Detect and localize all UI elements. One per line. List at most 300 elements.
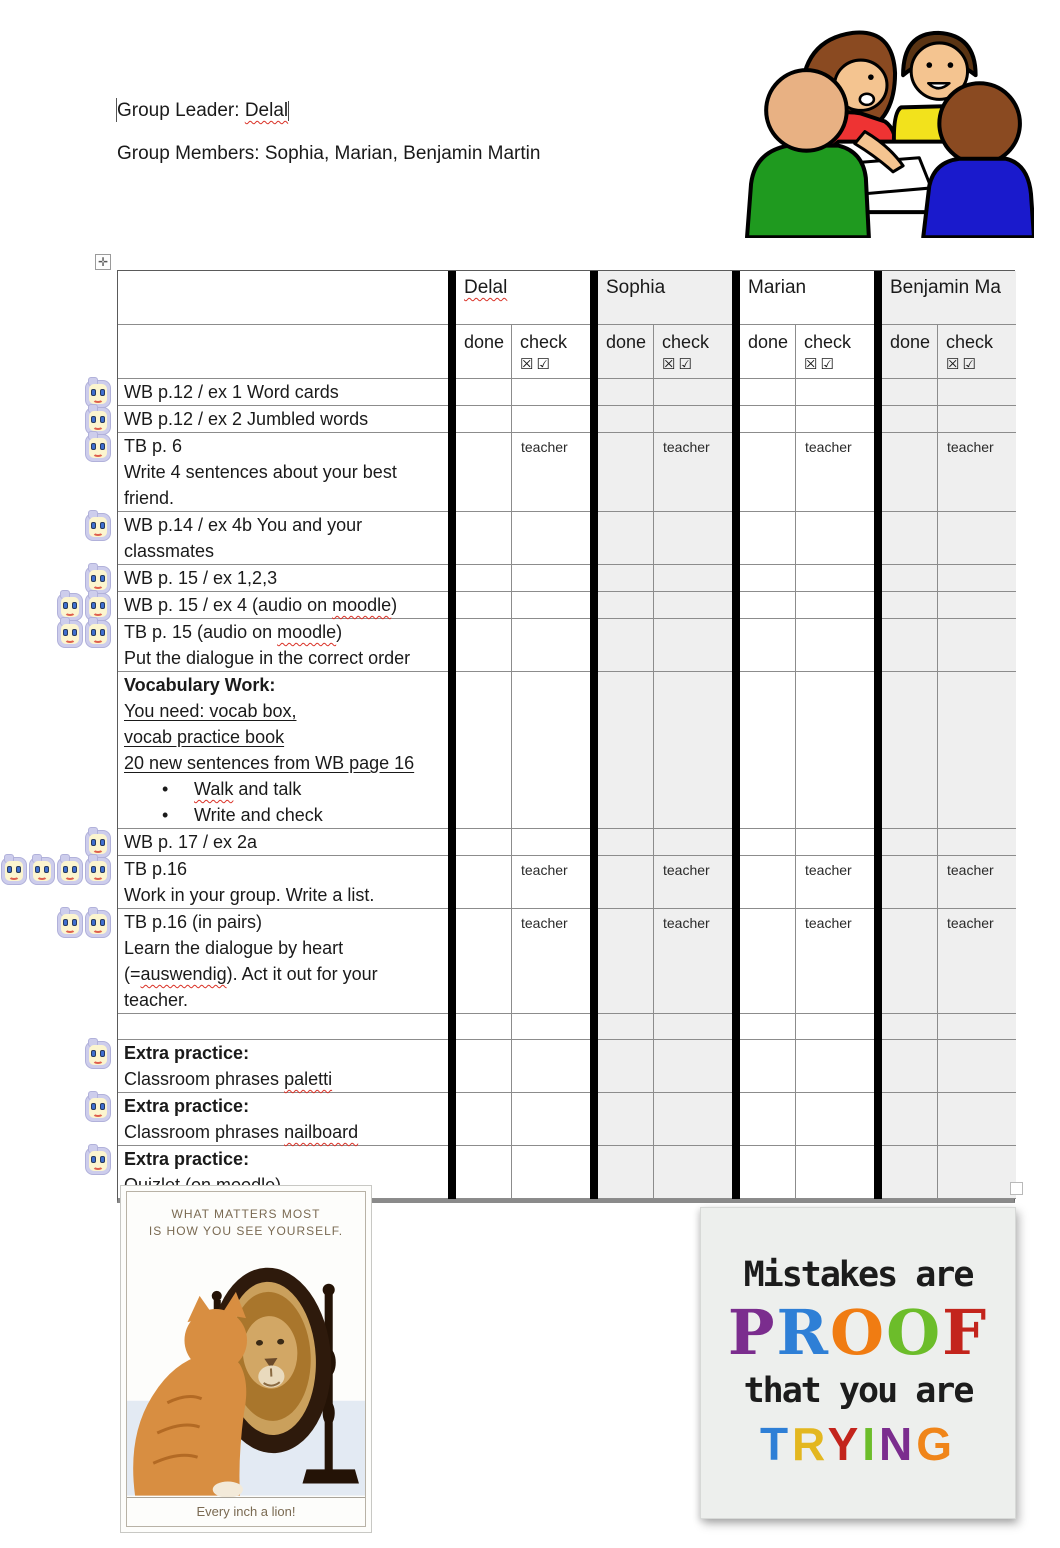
done-cell[interactable] (598, 619, 654, 672)
poster-title: WHAT MATTERS MOST IS HOW YOU SEE YOURSELF. (148, 1207, 344, 1238)
task-cell (118, 672, 448, 829)
check-cell[interactable] (938, 1040, 1016, 1093)
check-header: check ☒☑ (512, 325, 590, 379)
check-cell[interactable] (654, 433, 732, 512)
task-cell (118, 379, 448, 406)
check-cell[interactable] (796, 379, 874, 406)
poster-caption: Every inch a lion! (127, 1497, 365, 1526)
check-cell[interactable] (938, 672, 1016, 829)
column-group-separator (448, 1146, 456, 1199)
done-cell[interactable] (456, 406, 512, 433)
check-cell[interactable] (512, 565, 590, 592)
done-cell[interactable] (598, 672, 654, 829)
check-cell[interactable] (512, 1146, 590, 1199)
check-cell[interactable] (654, 619, 732, 672)
column-group-separator (874, 672, 882, 829)
done-cell[interactable] (456, 565, 512, 592)
column-group-separator (874, 829, 882, 856)
colored-letter: T (759, 1418, 793, 1470)
column-group-separator (874, 1093, 882, 1146)
done-cell[interactable] (740, 1014, 796, 1040)
check-cell[interactable] (512, 1040, 590, 1093)
column-group-separator (590, 433, 598, 512)
task-text-line: vocab practice book (124, 727, 285, 747)
done-cell[interactable] (882, 1093, 938, 1146)
done-cell[interactable] (882, 672, 938, 829)
column-group-separator (874, 512, 882, 565)
column-group-separator (590, 909, 598, 1014)
robot-smiley-icon (57, 620, 83, 648)
teacher-label: teacher (947, 915, 994, 931)
done-cell[interactable] (882, 856, 938, 909)
check-cell[interactable] (938, 565, 1016, 592)
check-cell[interactable] (654, 1014, 732, 1040)
column-group-separator (448, 592, 456, 619)
done-cell[interactable] (740, 619, 796, 672)
done-header: done (456, 325, 512, 379)
check-cell[interactable] (512, 672, 590, 829)
task-cell (118, 1014, 448, 1040)
done-cell[interactable] (740, 379, 796, 406)
column-group-separator (448, 325, 456, 379)
robot-smiley-icon (85, 857, 111, 885)
check-cell[interactable] (654, 909, 732, 1014)
column-group-separator (874, 325, 882, 379)
done-cell[interactable] (456, 433, 512, 512)
check-cell[interactable] (938, 619, 1016, 672)
check-cell[interactable] (938, 512, 1016, 565)
task-cell (118, 592, 448, 619)
column-group-separator (732, 592, 740, 619)
done-cell[interactable] (740, 829, 796, 856)
done-cell[interactable] (598, 512, 654, 565)
check-cell[interactable] (938, 379, 1016, 406)
column-group-separator (732, 1093, 740, 1146)
task-text-line: You need: vocab box, (124, 701, 297, 721)
column-group-separator (448, 271, 456, 325)
mistakes-poster (700, 1207, 1016, 1519)
column-group-separator (590, 619, 598, 672)
person-name-header: Sophia (598, 271, 732, 325)
done-cell[interactable] (456, 1146, 512, 1199)
column-group-separator (874, 379, 882, 406)
teacher-label: teacher (947, 439, 994, 455)
column-group-separator (874, 1040, 882, 1093)
task-marker-icons (85, 513, 111, 541)
check-cell[interactable] (512, 379, 590, 406)
group-leader-name: Delal (244, 100, 289, 121)
robot-smiley-icon (85, 1041, 111, 1069)
task-text-line: Extra practice: (124, 1043, 250, 1063)
done-cell[interactable] (740, 565, 796, 592)
done-cell[interactable] (598, 565, 654, 592)
check-cell[interactable] (654, 856, 732, 909)
task-cell (118, 829, 448, 856)
done-cell[interactable] (456, 829, 512, 856)
checkbox-symbols: ☒☑ (946, 356, 979, 373)
column-group-separator (448, 565, 456, 592)
task-marker-icons (57, 620, 111, 648)
task-text-line: Classroom phrases paletti (124, 1069, 333, 1089)
column-group-separator (874, 856, 882, 909)
check-cell[interactable] (654, 672, 732, 829)
robot-smiley-icon (29, 857, 55, 885)
check-cell[interactable] (512, 829, 590, 856)
robot-smiley-icon (57, 857, 83, 885)
robot-smiley-icon (57, 910, 83, 938)
done-header: done (882, 325, 938, 379)
check-cell[interactable] (938, 406, 1016, 433)
task-marker-icons (85, 1147, 111, 1175)
check-header: check ☒☑ (654, 325, 732, 379)
task-marker-icons (85, 434, 111, 462)
column-group-separator (732, 619, 740, 672)
done-cell[interactable] (598, 909, 654, 1014)
done-cell[interactable] (456, 1093, 512, 1146)
task-cell (118, 856, 448, 909)
colored-letter: F (942, 1296, 989, 1369)
group-members-line: Group Members: Sophia, Marian, Benjamin Martin (117, 143, 541, 164)
task-text-line: WB p. 17 / ex 2a (124, 832, 258, 852)
check-cell[interactable] (512, 1014, 590, 1040)
done-cell[interactable] (882, 619, 938, 672)
teacher-label: teacher (663, 862, 710, 878)
column-group-separator (448, 379, 456, 406)
colored-letter: P (727, 1296, 777, 1369)
teacher-label: teacher (521, 915, 568, 931)
check-cell[interactable] (654, 829, 732, 856)
column-group-separator (448, 619, 456, 672)
task-text-line: Learn the dialogue by heart (=auswendig). Act it out for your teacher. (124, 938, 378, 1010)
robot-smiley-icon (85, 1094, 111, 1122)
done-cell[interactable] (882, 379, 938, 406)
column-group-separator (590, 1014, 598, 1040)
check-header: check ☒☑ (938, 325, 1016, 379)
task-cell (118, 1040, 448, 1093)
done-cell[interactable] (456, 619, 512, 672)
colored-letter: R (776, 1296, 831, 1369)
person-name-header: Marian (740, 271, 874, 325)
done-cell[interactable] (882, 433, 938, 512)
check-cell[interactable] (796, 856, 874, 909)
done-cell[interactable] (740, 672, 796, 829)
robot-smiley-icon (85, 434, 111, 462)
check-cell[interactable] (654, 1093, 732, 1146)
task-marker-icons (85, 1094, 111, 1122)
column-group-separator (874, 1014, 882, 1040)
done-cell[interactable] (882, 909, 938, 1014)
done-cell[interactable] (882, 829, 938, 856)
check-cell[interactable] (654, 565, 732, 592)
group-discussion-clipart (742, 10, 1034, 238)
column-group-separator (590, 672, 598, 829)
check-cell[interactable] (796, 1014, 874, 1040)
done-cell[interactable] (598, 856, 654, 909)
column-group-separator (590, 512, 598, 565)
teacher-label: teacher (663, 439, 710, 455)
task-text-line: WB p.12 / ex 2 Jumbled words (124, 409, 369, 429)
task-text-line: WB p. 15 / ex 4 (audio on moodle) (124, 595, 398, 615)
colored-letter: O (886, 1296, 943, 1369)
column-group-separator (732, 433, 740, 512)
task-cell (118, 565, 448, 592)
column-group-separator (874, 1146, 882, 1199)
done-cell[interactable] (740, 909, 796, 1014)
column-group-separator (732, 856, 740, 909)
done-cell[interactable] (456, 592, 512, 619)
column-group-separator (590, 565, 598, 592)
column-group-separator (732, 565, 740, 592)
check-cell[interactable] (512, 619, 590, 672)
done-cell[interactable] (740, 512, 796, 565)
robot-smiley-icon (85, 620, 111, 648)
task-marker-icons (1, 857, 111, 885)
done-cell[interactable] (740, 433, 796, 512)
header-text-block (117, 100, 540, 165)
column-group-separator (590, 406, 598, 433)
teacher-label: teacher (521, 439, 568, 455)
colored-letter: O (830, 1296, 887, 1369)
column-group-separator (874, 619, 882, 672)
task-text-line: Extra practice: (124, 1149, 250, 1169)
column-group-separator (732, 406, 740, 433)
done-cell[interactable] (598, 1040, 654, 1093)
column-group-separator (590, 1146, 598, 1199)
checkbox-symbols: ☒☑ (662, 356, 695, 373)
check-cell[interactable] (796, 565, 874, 592)
done-cell[interactable] (740, 1093, 796, 1146)
done-cell[interactable] (456, 672, 512, 829)
colored-letter: N (879, 1418, 917, 1470)
done-cell[interactable] (882, 1014, 938, 1040)
done-cell[interactable] (740, 856, 796, 909)
done-cell[interactable] (598, 433, 654, 512)
done-cell[interactable] (456, 1014, 512, 1040)
column-group-separator (590, 325, 598, 379)
done-cell[interactable] (456, 856, 512, 909)
task-text-line: TB p. 15 (audio on moodle) (124, 622, 343, 642)
check-cell[interactable] (512, 909, 590, 1014)
check-cell[interactable] (938, 909, 1016, 1014)
done-cell[interactable] (598, 1014, 654, 1040)
check-cell[interactable] (796, 1040, 874, 1093)
column-group-separator (590, 271, 598, 325)
column-group-separator (732, 1146, 740, 1199)
column-group-separator (732, 1040, 740, 1093)
check-cell[interactable] (938, 433, 1016, 512)
robot-smiley-icon (85, 910, 111, 938)
robot-smiley-icon (85, 1147, 111, 1175)
column-group-separator (448, 672, 456, 829)
text-cursor (288, 101, 289, 121)
done-cell[interactable] (456, 512, 512, 565)
table-corner-cell (118, 271, 448, 325)
check-cell[interactable] (938, 592, 1016, 619)
check-header: check ☒☑ (796, 325, 874, 379)
done-cell[interactable] (456, 1040, 512, 1093)
check-cell[interactable] (512, 433, 590, 512)
check-cell[interactable] (796, 1093, 874, 1146)
done-cell[interactable] (882, 512, 938, 565)
teacher-label: teacher (663, 915, 710, 931)
done-cell[interactable] (882, 592, 938, 619)
check-cell[interactable] (654, 379, 732, 406)
check-cell[interactable] (796, 909, 874, 1014)
task-cell (118, 909, 448, 1014)
task-cell (118, 512, 448, 565)
mistakes-proof-word (727, 1296, 989, 1369)
column-group-separator (590, 829, 598, 856)
task-marker-icons (85, 1041, 111, 1069)
column-group-separator (590, 592, 598, 619)
task-marker-icons (57, 910, 111, 938)
check-cell[interactable] (796, 512, 874, 565)
check-cell[interactable] (796, 406, 874, 433)
column-group-separator (448, 512, 456, 565)
done-header: done (598, 325, 654, 379)
colored-letter: I (862, 1418, 880, 1470)
done-cell[interactable] (882, 1040, 938, 1093)
done-cell[interactable] (598, 1093, 654, 1146)
check-cell[interactable] (654, 406, 732, 433)
column-group-separator (732, 909, 740, 1014)
bullet-line: • Write and check (124, 802, 442, 828)
teacher-label: teacher (805, 439, 852, 455)
colored-letter: G (916, 1418, 957, 1470)
task-text-line: WB p.12 / ex 1 Word cards (124, 382, 339, 402)
check-cell[interactable] (796, 433, 874, 512)
task-text-line: TB p.16 (in pairs) (124, 912, 263, 932)
bullet-line: • Walk and talk (124, 776, 442, 802)
person-name-header: Delal (456, 271, 590, 325)
check-cell[interactable] (938, 856, 1016, 909)
checklist-table (117, 270, 1015, 1203)
task-header-cell (118, 325, 448, 379)
column-group-separator (448, 856, 456, 909)
task-text-line: Classroom phrases nailboard (124, 1122, 359, 1142)
column-group-separator (874, 433, 882, 512)
column-group-separator (590, 1093, 598, 1146)
group-leader-line: Group Leader: Delal (117, 100, 289, 121)
task-text-line: Write 4 sentences about your best friend. (124, 462, 397, 508)
teacher-label: teacher (805, 915, 852, 931)
check-cell[interactable] (796, 1146, 874, 1199)
done-cell[interactable] (598, 829, 654, 856)
cat-lion-poster (120, 1185, 372, 1533)
task-text-line: Put the dialogue in the correct order (124, 648, 411, 668)
column-group-separator (448, 1040, 456, 1093)
done-cell[interactable] (456, 379, 512, 406)
check-cell[interactable] (938, 1093, 1016, 1146)
mistakes-trying-word (760, 1417, 956, 1471)
colored-letter: R (792, 1418, 828, 1470)
check-cell[interactable] (938, 1014, 1016, 1040)
teacher-label: teacher (947, 862, 994, 878)
task-cell (118, 1093, 448, 1146)
check-cell[interactable] (512, 406, 590, 433)
check-cell[interactable] (796, 592, 874, 619)
done-cell[interactable] (598, 592, 654, 619)
teacher-label: teacher (521, 862, 568, 878)
robot-smiley-icon (1, 857, 27, 885)
check-cell[interactable] (796, 829, 874, 856)
task-text-line: TB p. 6 (124, 436, 183, 456)
done-cell[interactable] (598, 1146, 654, 1199)
check-cell[interactable] (654, 592, 732, 619)
column-group-separator (448, 433, 456, 512)
check-cell[interactable] (796, 672, 874, 829)
column-group-separator (732, 829, 740, 856)
task-text-line: TB p.16 (124, 859, 188, 879)
cat-mirror-lion-image (127, 1240, 365, 1497)
person-name-header: Benjamin Ma (882, 271, 1016, 325)
check-cell[interactable] (654, 1040, 732, 1093)
mistakes-line3: that you are (743, 1371, 973, 1411)
check-cell[interactable] (938, 829, 1016, 856)
table-move-handle[interactable]: ✛ (95, 254, 111, 270)
check-cell[interactable] (512, 512, 590, 565)
check-cell[interactable] (654, 1146, 732, 1199)
task-cell (118, 406, 448, 433)
column-group-separator (874, 909, 882, 1014)
check-cell[interactable] (654, 512, 732, 565)
done-cell[interactable] (598, 406, 654, 433)
teacher-label: teacher (805, 862, 852, 878)
task-text-line: WB p. 15 / ex 1,2,3 (124, 568, 278, 588)
check-cell[interactable] (512, 1093, 590, 1146)
check-cell[interactable] (512, 856, 590, 909)
column-group-separator (448, 909, 456, 1014)
done-cell[interactable] (882, 565, 938, 592)
check-cell[interactable] (938, 1146, 1016, 1199)
done-cell[interactable] (598, 379, 654, 406)
column-group-separator (874, 271, 882, 325)
done-cell[interactable] (740, 1040, 796, 1093)
done-cell[interactable] (740, 592, 796, 619)
checkbox-symbols: ☒☑ (520, 356, 553, 373)
task-text-line: Work in your group. Write a list. (124, 885, 375, 905)
column-group-separator (448, 829, 456, 856)
task-text-line: 20 new sentences from WB page 16 (124, 753, 415, 773)
column-group-separator (732, 271, 740, 325)
column-group-separator (874, 592, 882, 619)
column-group-separator (732, 512, 740, 565)
column-group-separator (590, 379, 598, 406)
done-cell[interactable] (882, 1146, 938, 1199)
column-group-separator (874, 565, 882, 592)
checkbox-symbols: ☒☑ (804, 356, 837, 373)
task-text-line: Vocabulary Work: (124, 675, 276, 695)
done-cell[interactable] (882, 406, 938, 433)
done-header: done (740, 325, 796, 379)
column-group-separator (590, 1040, 598, 1093)
check-cell[interactable] (512, 592, 590, 619)
mistakes-line1: Mistakes are (743, 1255, 973, 1295)
task-text-line: Extra practice: (124, 1096, 250, 1116)
column-group-separator (448, 1093, 456, 1146)
column-group-separator (732, 325, 740, 379)
column-group-separator (448, 406, 456, 433)
task-cell (118, 433, 448, 512)
done-cell[interactable] (740, 406, 796, 433)
check-cell[interactable] (796, 619, 874, 672)
table-resize-handle[interactable] (1010, 1182, 1023, 1195)
done-cell[interactable] (456, 909, 512, 1014)
done-cell[interactable] (740, 1146, 796, 1199)
column-group-separator (448, 1014, 456, 1040)
colored-letter: Y (827, 1418, 863, 1470)
column-group-separator (732, 379, 740, 406)
